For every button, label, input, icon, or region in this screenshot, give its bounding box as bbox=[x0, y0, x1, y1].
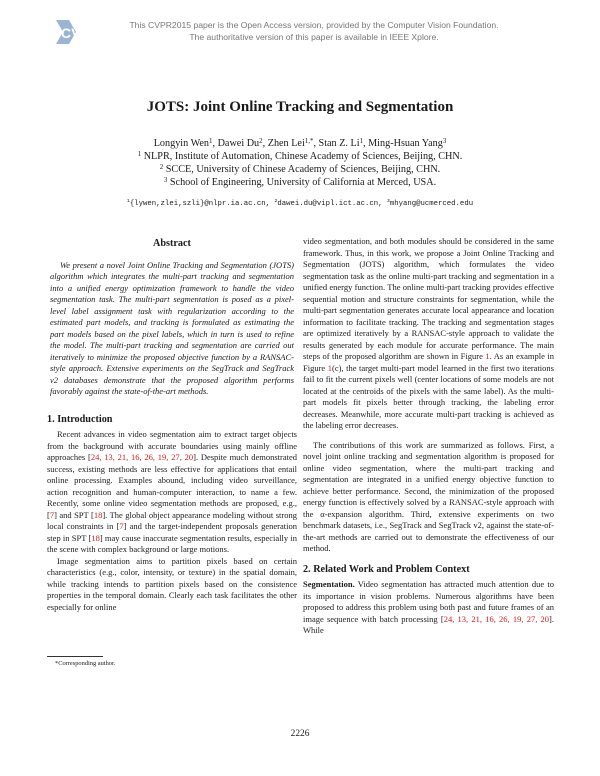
right-column bbox=[303, 236, 554, 637]
author-sup: 1 bbox=[359, 138, 364, 145]
notice-line-2: The authoritative version of this paper is available in IEEE Xplore. bbox=[189, 32, 439, 42]
citation-link[interactable]: 18 bbox=[93, 509, 103, 520]
citation-link[interactable]: 24, 13, 21, 16, 26, 19, 27, 20 bbox=[443, 613, 550, 624]
author-name: Longyin Wen bbox=[153, 138, 209, 149]
left-column bbox=[47, 238, 297, 613]
citation-link[interactable]: 24, 13, 21, 16, 26, 19, 27, 20 bbox=[90, 452, 194, 462]
cvf-logo bbox=[54, 17, 98, 47]
open-access-notice bbox=[104, 19, 524, 43]
figure-link[interactable]: 1 bbox=[485, 351, 490, 361]
footnote-divider bbox=[47, 656, 103, 657]
author-sup: 1 bbox=[209, 138, 213, 145]
figure-link[interactable]: 1 bbox=[327, 362, 332, 373]
section-heading-introduction: 1. Introduction bbox=[47, 413, 113, 425]
footnote: *Corresponding author. bbox=[55, 660, 116, 667]
affiliation: $^2$ SCCE, University of Chinese Academy of Sciences, Beijing, CHN. bbox=[159, 164, 441, 175]
affiliation: $^3$ School of Engineering, University of California at Merced, USA. bbox=[163, 177, 437, 188]
svg-text:CVF: CVF bbox=[61, 25, 89, 41]
author-list: Longyin Wen$^1$, Dawei Du$^2$, Zhen Lei$^{1,*}$, Stan Z. Li$^1$, Ming-Hsuan Yang$^3$ bbox=[153, 138, 447, 149]
author-block bbox=[0, 137, 600, 189]
cvf-logo-icon bbox=[54, 17, 98, 47]
author-name: Zhen Lei bbox=[267, 138, 305, 149]
author-sup: 2 bbox=[259, 138, 263, 145]
citation-link[interactable]: 18 bbox=[91, 532, 100, 543]
author-name: Stan Z. Li bbox=[318, 138, 360, 149]
intro-paragraph-2: Image segmentation aims to partition pixels based on certain characteristics (e.g., color, intensity, or texture) in the spatial domain, while tracking intends to partition pixels based on the consistence properties in the temporal domain. Clearly each task facilitates the other especially for online bbox=[47, 555, 297, 612]
citation-link[interactable]: 7 bbox=[49, 509, 55, 520]
page-number: 2226 bbox=[290, 729, 310, 739]
author-sup: 3 bbox=[442, 138, 447, 145]
email[interactable]: mhyang@ucmerced.edu bbox=[389, 200, 474, 208]
author-name: Dawei Du bbox=[217, 138, 260, 149]
section-heading-related-work: 2. Related Work and Problem Context bbox=[303, 563, 470, 575]
citation-link[interactable]: 7 bbox=[119, 521, 124, 531]
paper-title: JOTS: Joint Online Tracking and Segmentation bbox=[146, 99, 454, 115]
intro-paragraph-3: video segmentation, and both modules should be considered in the same framework. Thus, in this work, we propose a Joint Online Tracking and Segmentation (JOTS) algorithm, which formulates the video segmentation task as the online multi-part tracking and segmentation in a unified energy function. The online multi-part tracking provides effective sequential motion and structure constraints for segmentation, while the multi-part segmentation generates accurate local appearance and location information to facilitate tracking. The tracking and segmentation stages are optimized iteratively by a RANSAC-style approach to validate the results generated by each module for accurate performance. The main steps of the proposed algorithm are shown in Figure 1. As an example in Figure 1(c), the target multi-part model learned in the first two iterations fail to fit the current pixels well (center locations of some models are not located at the centroids of the pixels with the same label). As the multi-part models fit pixels better through tracking, the labeling error decreases. Meanwhile, more accurate multi-part tracking is achieved as the labeling error decreases. bbox=[303, 236, 555, 430]
email[interactable]: dawei.du@vipl.ict.ac.cn, bbox=[277, 200, 383, 208]
author-sup: 1,* bbox=[304, 138, 314, 145]
contributions-paragraph: The contributions of this work are summarized as follows. First, a novel joint online tracking and segmentation algorithm is proposed for online video segmentation, where the multi-part tracking and segmentation are integrated in a unified energy objective function to achieve better performance. Second, the minimization of the proposed energy function is effectively solved by a RANSAC-style approach with the α-expansion algorithm. Third, extensive experiments on two benchmark datasets, i.e., SegTrack and SegTrack v2, against the state-of-the-art methods are carried out to demonstrate the effectiveness of our method. bbox=[303, 439, 554, 553]
author-emails: $^1${lywen,zlei,szli}@nlpr.ia.ac.cn, $^2$dawei.du@vipl.ict.ac.cn, $^3$mhyang@ucmerced.edu bbox=[126, 199, 474, 208]
affiliation: $^1$ NLPR, Institute of Automation, Chinese Academy of Sciences, Beijing, CHN. bbox=[137, 151, 463, 162]
abstract-text: We present a novel Joint Online Tracking and Segmentation (JOTS) algorithm which integrates the multi-part tracking and segmentation into a unified energy optimization framework to handle the video segmentation task. The multi-part segmentation is posed as a pixel-level label assignment task with regularization according to the estimated part models, and tracking is formulated as estimating the part models based on the pixel labels, which in turn is used to refine the model. The multi-part tracking and segmentation are carried out iteratively to minimize the proposed objective function by a RANSAC-style approach. Extensive experiments on the SegTrack and SegTrack v2 databases demonstrate that the proposed algorithm performs favorably against the state-of-the-art methods. bbox=[50, 259, 294, 396]
related-work-paragraph: Segmentation. Video segmentation has attracted much attention due to its importance in vision problems. Numerous algorithms have been proposed to address this problem using both past and future frames of an image sequence with batch processing [24, 13, 21, 16, 26, 19, 27, 20]. While bbox=[303, 579, 555, 635]
intro-paragraph-1: Recent advances in video segmentation aim to extract target objects from the background with accurate boundaries using mainly offline approaches [24, 13, 21, 16, 26, 19, 27, 20]. Despite much demonstrated success, existing methods are less effective for applications that entail online processing. Examples abound, including video surveillance, action recognition and human-computer interaction, to name a few. Recently, some online video segmentation methods are proposed, e.g., [7] and SPT [18]. The global object appearance modeling without strong local constraints in [7] and the target-independent proposals generation step in SPT [18] may cause inaccurate segmentation results, especially in the scene with complex background or large motions. bbox=[47, 429, 298, 554]
abstract-heading: Abstract bbox=[153, 238, 191, 249]
author-name: Ming-Hsuan Yang bbox=[368, 138, 443, 149]
notice-line-1: This CVPR2015 paper is the Open Access version, provided by the Computer Vision Foundation. bbox=[129, 20, 499, 30]
email[interactable]: {lywen,zlei,szli}@nlpr.ia.ac.cn, bbox=[129, 200, 271, 208]
